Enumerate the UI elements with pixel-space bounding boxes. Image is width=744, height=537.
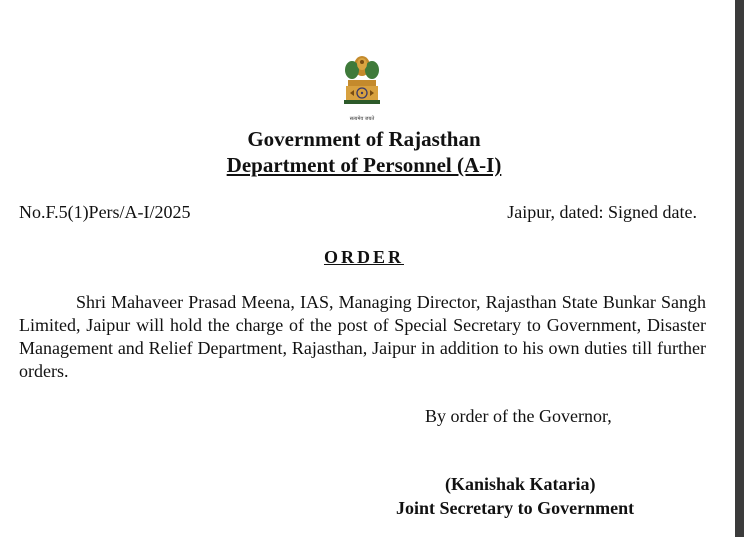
order-title — [0, 247, 728, 268]
page-edge — [735, 0, 744, 537]
emblem-motto: सत्यमेव जयते — [349, 116, 375, 122]
government-heading: Government of Rajasthan — [247, 127, 481, 151]
reference-number: No.F.5(1)Pers/A-I/2025 — [19, 202, 191, 222]
department-heading-text: Department of Personnel (A-I) — [226, 153, 502, 177]
place-and-date: Jaipur, dated: Signed date. — [507, 202, 697, 222]
order-body: Shri Mahaveer Prasad Meena, IAS, Managing Director, Rajasthan State Bunkar Sangh Limited, Jaipur will hold the charge of the post of Special Secretary to Government, Disaster Management and Relief Department, Rajasthan, Jaipur in addition to his own duties till further orders. — [19, 292, 706, 381]
department-heading — [0, 153, 728, 178]
ashoka-emblem-icon — [338, 52, 386, 124]
by-order-line: By order of the Governor, — [425, 406, 612, 426]
signatory-designation: Joint Secretary to Government — [396, 498, 635, 518]
signatory-name: (Kanishak Kataria) — [445, 474, 596, 494]
order-title-text: ORDER — [323, 247, 404, 267]
